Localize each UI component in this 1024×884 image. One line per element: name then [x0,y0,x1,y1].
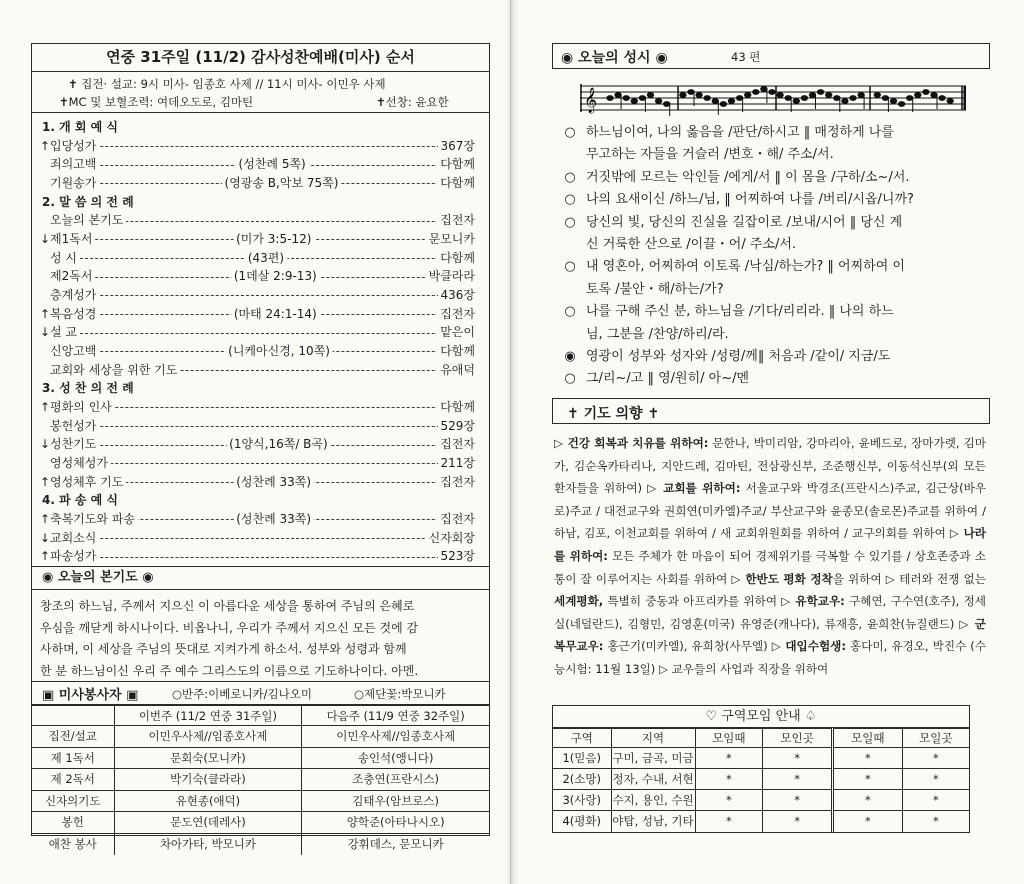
this-week-cell: 문회숙(모니카) [114,747,302,769]
collect-line: 창조의 하느님, 주께서 지으신 이 아름다운 세상을 통하여 주님의 은혜로 [40,599,415,613]
order-item [40,305,475,324]
ministers-line-3: ✝선창: 윤요한 [376,95,449,109]
psalm-marker: ○ [564,192,576,208]
district-header: 모인곳 [763,729,833,748]
item-label: 성찬기도 [50,435,99,454]
order-item [40,510,475,529]
psalm-marker: ○ [564,169,576,185]
psalm-marker: ○ [564,259,576,275]
order-item [40,286,475,305]
music-note [639,96,645,101]
intention-heading: ▷ 한반도 평화 정착 [731,571,833,586]
item-label: 3. 성 찬 의 전 례 [42,379,137,398]
order-item [40,137,475,156]
psalm-line: 님, 그분을 /찬양/하리/라. [586,326,729,342]
music-note [842,99,848,104]
section-heading [40,379,475,398]
item-label: 교회와 세상을 위한 기도 [50,361,180,380]
servers-title: ▣ 미사봉사자 ▣ [42,688,139,703]
music-note [647,93,653,98]
psalm-marker: ○ [564,125,576,140]
item-label: 죄의고백 [50,155,99,174]
dash-leader [60,538,475,539]
district-cell: * [763,748,833,769]
psalm-line: 토록 /불안・해/하는/가? [586,281,724,297]
role-cell: 집전/설교 [32,726,114,748]
this-week-cell: 차아가타, 박모니카 [114,833,302,855]
dash-leader [60,146,475,147]
order-item [40,435,475,454]
order-item [40,547,475,566]
music-note [720,102,726,107]
item-responsible: 523장 [438,547,476,566]
district-cell: 정자, 수내, 서현 [611,769,695,790]
music-note [688,90,694,95]
intention-text: 구혜연, 구수연(호주), 정세실(네덜란드), 김형민, 김영훈(미국) 유영준(캐나다), 류재흥, 윤희찬(뉴질랜드) [554,594,986,631]
psalm-line: 하느님이여, 나의 옳음을 /판단/하시고 ‖ 매정하게 나를 [586,125,894,140]
accompanist: ○반주:이베로니카/김나오미 [172,687,312,701]
server-row [32,747,489,769]
item-reference: (43편) [245,249,287,268]
order-item [40,454,475,473]
this-week-cell: 문도연(데레사) [114,812,302,834]
music-note [923,90,929,95]
item-reference: (성찬례 5쪽) [236,155,309,174]
music-note [712,99,718,104]
music-note [915,93,921,98]
music-note [793,99,799,104]
music-note [874,93,880,98]
psalm-line: 영광이 성부와 성자와 /성령/께‖ 처음과 /같이/ 지금/도 [586,349,891,364]
district-cell: * [695,748,763,769]
district-cell: * [902,811,969,832]
music-note [785,96,791,101]
next-week-cell: 이민우사제//임종호사제 [302,726,489,748]
district-cell: * [763,790,833,811]
item-responsible: 문모니카 [426,230,475,249]
district-cell: * [832,811,902,832]
dash-leader [60,407,475,408]
item-label: 교회소식 [50,529,99,548]
psalm-tone-music-staff [580,80,966,116]
district-cell: 1(믿음) [553,748,611,769]
item-label: 성 시 [50,249,80,268]
role-cell: 제 2독서 [32,769,114,791]
direction-mark: ↑ [40,549,51,564]
district-cell: * [763,811,833,832]
district-cell: * [832,748,902,769]
music-note [696,93,702,98]
district-cell: 야탑, 성남, 기타 [611,811,695,832]
psalm-marker: ◉ [564,349,576,364]
altar-flower: ○제단꽃:박모니카 [354,687,446,701]
section-heading [40,118,475,137]
item-responsible: 박클라라 [426,267,475,286]
district-box [552,705,970,833]
item-responsible: 다함께 [437,155,475,174]
order-item [40,211,475,230]
page-fold [505,0,519,884]
this-week-cell: 이민우사제//임종호사제 [114,726,302,748]
order-item [40,155,475,174]
direction-mark: ↓ [40,232,51,246]
intention-text: 문한나, 박미리암, 강마리아, 윤베드로, 장마가렛, 김마가, 김순옥카타리나, 지안드레, 김마틴, 전삼광신부, 조준행신부, 이동석신부(외 모든 환자들을 위하여) [554,436,986,496]
item-reference: (1데살 2:9-13) [231,267,320,286]
psalm-line: 그/리~/고 ‖ 영/원히/ 아~/멘 [586,371,750,387]
role-cell: 신자의기도 [32,790,114,812]
item-label: 제1독서 [50,230,95,249]
role-cell: 제 1독서 [32,747,114,769]
server-row [32,790,489,812]
music-note [931,93,937,98]
dash-leader [60,333,475,334]
music-note [898,102,904,107]
order-item [40,230,475,249]
item-label: 제2독서 [50,267,95,286]
psalm-marker: ○ [564,304,576,320]
intention-text: 을 위하여 ▷ 테러와 전쟁 없는 [832,571,986,586]
item-responsible: 집전자 [437,435,475,454]
item-responsible: 211장 [438,454,476,473]
direction-mark: ↑ [40,512,51,526]
item-reference: (마태 24:1-14) [231,305,320,324]
psalm-line: 무고하는 자들을 거슬러 /변호・해/ 주소/서. [586,147,834,163]
intention-text: 서울교구와 박경조(프란시스)주교, 김근상(바우로)주교 / 대전교구와 권희연(미카엘)주교/ 부산교구와 윤종모(솔로몬)주교를 위하여 / 하남, 김포, 이천교회를 위하여 / 새 교회위원회를 위하여 / 교구의회를 위하여 [554,481,987,541]
svg-text:𝄞: 𝄞 [584,88,598,113]
music-note [850,96,856,101]
direction-mark: ↑ [40,400,51,414]
item-reference: (영광송 B,악보 75쪽) [222,174,342,193]
order-item [40,267,475,286]
item-responsible: 다함께 [437,398,475,417]
item-responsible: 집전자 [437,211,475,230]
district-header: 모일때 [832,729,902,748]
district-title: ♡ 구역모임 안내 ♤ [553,706,969,728]
music-note [680,93,686,98]
district-row [553,790,969,811]
dash-leader [60,463,475,464]
music-note [664,102,670,107]
item-label: 오늘의 본기도 [50,211,126,230]
divider [32,112,489,113]
order-item [40,417,475,436]
district-header: 모일곳 [902,729,969,748]
psalm-line: 당신의 빛, 당신의 진실을 길잡이로 /보내/시어 ‖ 당신 계 [586,214,903,230]
item-responsible: 집전자 [437,305,475,324]
intention-text: 모든 주체가 한 마음이 되어 경제위기를 극복할 수 있기를 / 상호존중과 소통이 잘 이루어지는 사회를 위하여 [554,548,986,586]
collect-title: ◉ 오늘의 본기도 ◉ [32,566,489,590]
district-cell: * [832,790,902,811]
district-cell: 구미, 금곡, 미금 [611,748,695,769]
intention-heading: ▷ 유학교우: [781,594,845,609]
this-week-cell: 박기숙(클라라) [114,769,302,791]
item-reference: (미가 3:5-12) [233,230,314,249]
psalm-line: 내 영혼아, 어찌하여 이토록 /낙심/하는가? ‖ 어찌하여 이 [586,259,905,275]
intention-heading: ▷ 나라를 위하여: [554,526,986,563]
music-note [736,96,742,101]
collect-box [31,566,490,682]
item-responsible: 367장 [438,137,476,156]
this-week-header: 이번주 (11/2 연중 31주일) [114,706,302,726]
music-note [777,93,783,98]
next-week-header: 다음주 (11/9 연중 32주일) [302,706,489,726]
psalm-number: 43 편 [731,50,761,64]
psalm-lines [560,122,990,392]
music-note [631,99,637,104]
music-note [817,90,823,95]
district-header: 지역 [611,729,695,748]
music-note [834,96,840,101]
order-item [40,342,475,361]
order-item [40,249,475,268]
item-responsible: 다함께 [437,174,475,193]
music-note [858,93,864,98]
music-note [809,93,815,98]
psalm-header-box [552,43,990,69]
item-label: 파송성가 [50,547,99,566]
order-item [40,174,475,193]
item-responsible: 다함께 [437,342,475,361]
item-responsible: 유애덕 [437,361,475,380]
music-note [826,93,832,98]
psalm-line: 나의 요새이신 /하느/님, ‖ 어찌하여 나를 /버리/시옵/니까? [586,192,914,208]
item-label: 4. 파 송 예 식 [42,491,121,510]
server-row [32,812,489,834]
prayer-intentions-text [554,432,986,681]
direction-mark: ↓ [40,530,51,545]
direction-mark: ↑ [40,306,51,321]
music-note [890,99,896,104]
intention-heading: ▷ 건강 회복과 치유를 위하여: [554,436,709,450]
district-cell: * [832,769,902,790]
next-week-cell: 김태우(암브로스) [302,790,489,812]
music-note [623,96,629,101]
order-item [40,323,475,342]
item-reference: (성찬례 33쪽) [233,510,314,529]
district-row [553,748,969,769]
item-label: 층계성가 [50,286,99,305]
music-note [801,96,807,101]
item-label: 기원송가 [50,174,99,193]
district-cell: 수지, 용인, 수원 [611,790,695,811]
intention-heading: 세계평화, [554,594,604,609]
item-responsible: 집전자 [437,510,475,529]
district-cell: * [902,748,969,769]
item-label: 설 교 [50,323,80,342]
music-note [704,96,710,101]
item-responsible: 529장 [438,417,476,436]
direction-mark: ↑ [40,138,51,153]
music-note [947,99,953,104]
district-cell: * [695,790,763,811]
music-note [769,90,775,95]
next-week-cell: 강휘데스, 문모니카 [302,833,489,855]
next-week-cell: 조충연(프란시스) [302,769,489,791]
section-heading [40,193,475,212]
ministers-line-2: ✝MC 및 보혈조력: 여데오도로, 김마틴 [59,95,254,109]
item-reference: (1양식,16쪽/ B곡) [226,435,331,454]
servers-header [32,681,489,705]
district-row [553,811,969,832]
item-responsible: 436장 [438,286,476,305]
item-label: 2. 말 씀 의 전 례 [42,193,137,212]
district-table [553,728,969,832]
music-note [655,99,661,104]
music-note [728,99,734,104]
music-note [939,96,945,101]
district-cell: 4(평화) [553,811,611,832]
music-note [753,90,759,95]
prayer-title-box [552,398,990,424]
intention-text: 홍근기(미카엘), 유희창(사무엘) [603,639,772,654]
item-label: 복음성경 [50,305,99,324]
order-item [40,473,475,492]
server-row [32,726,489,748]
order-title: 연중 31주일 (11/2) 감사성찬예배(미사) 순서 [32,44,489,72]
collect-line: 한 분 하느님이신 우리 주 예수 그리스도의 이름으로 기도하나이다. 아멘. [40,663,419,678]
collect-line: 사하며, 이 세상을 주님의 뜻대로 지켜가게 하소서. 성부와 성령과 함께 [40,642,407,656]
role-cell: 애찬 봉사 [32,833,114,855]
item-label: 영성체성가 [50,454,111,473]
psalm-marker: ○ [564,371,576,387]
music-note [607,96,613,101]
district-cell: * [695,811,763,832]
dash-leader [60,295,475,296]
collect-body [32,590,489,682]
psalm-title: ◉ 오늘의 성시 ◉ [561,50,668,66]
item-label: 봉헌성가 [50,417,99,436]
item-reference: (니케아신경, 10쪽) [225,342,333,361]
music-note [761,87,767,92]
dash-leader [60,426,475,427]
item-label: 평화의 인사 [50,398,115,417]
music-note [745,93,751,98]
intention-text: 홍다미, 유경오, 박진수 (수능시험: 11월 13일) ▷ 교우들의 사업과 직장을 위하여 [554,639,986,676]
next-week-cell: 송인석(앵니다) [302,747,489,769]
item-label: 1. 개 회 예 식 [42,118,121,137]
this-week-cell: 유현종(애덕) [114,790,302,812]
intention-heading: ▷ 대입수험생: [771,639,846,654]
order-item [40,361,475,380]
district-cell: 3(사랑) [553,790,611,811]
section-heading [40,491,475,510]
item-reference: (성찬례 33쪽) [233,473,314,492]
item-responsible: 신자회장 [426,529,475,548]
intention-heading: ▷ 군복무교우: [554,616,986,654]
order-item [40,529,475,548]
server-row [32,833,489,855]
item-label: 영성체후 기도 [50,473,126,492]
psalm-line: 신 거룩한 산으로 /이끌・어/ 주소/서. [586,237,797,252]
psalm-line: 나를 구해 주신 분, 하느님을 /기다/리리라. ‖ 나의 하느 [586,304,894,320]
district-cell: * [763,769,833,790]
item-label: 축복기도와 파송 [50,510,138,529]
order-item [40,398,475,417]
psalm-line: 거짓밖에 모르는 악인들 /에게/서 ‖ 이 몸을 /구하/소~/서. [586,169,910,185]
music-note [907,96,913,101]
district-cell: * [902,790,969,811]
direction-mark: ↓ [40,437,51,452]
item-responsible: 집전자 [437,473,475,492]
item-responsible: 다함께 [437,249,475,268]
music-note [882,96,888,101]
collect-line: 우심을 깨닫게 하시나이다. 비옵나니, 우리가 주께서 지으신 모든 것에 감 [40,620,419,635]
dash-leader [60,557,475,558]
intention-text: 특별히 중동과 아프리카를 위하여 [603,594,782,609]
ministers-line-1: ✝ 집전· 설교: 9시 미사- 임종호 사제 // 11시 미사- 이민우 사제 [68,77,386,91]
order-items [40,118,475,566]
district-cell: * [902,769,969,790]
next-week-cell: 양학준(아타나시오) [302,812,489,834]
district-header: 구역 [553,729,611,748]
district-cell: * [695,769,763,790]
order-of-service-box [31,43,490,567]
role-cell: 봉헌 [32,812,114,834]
server-row [32,769,489,791]
prayer-title: ✝ 기도 의향 ✝ [567,406,660,422]
item-responsible: 맡은이 [437,323,475,342]
item-label: 신앙고백 [50,342,99,361]
servers-box [31,681,490,851]
direction-mark: ↑ [40,474,51,489]
direction-mark: ↓ [40,325,51,340]
intention-heading: ▷ 교회를 위하여: [647,481,741,496]
district-header: 모임때 [695,729,763,748]
music-note [615,93,621,98]
psalm-marker: ○ [564,214,576,230]
corner-cell [32,706,114,726]
servers-table [32,705,489,855]
district-cell: 2(소망) [553,769,611,790]
item-label: 입당성가 [50,137,99,156]
district-row [553,769,969,790]
